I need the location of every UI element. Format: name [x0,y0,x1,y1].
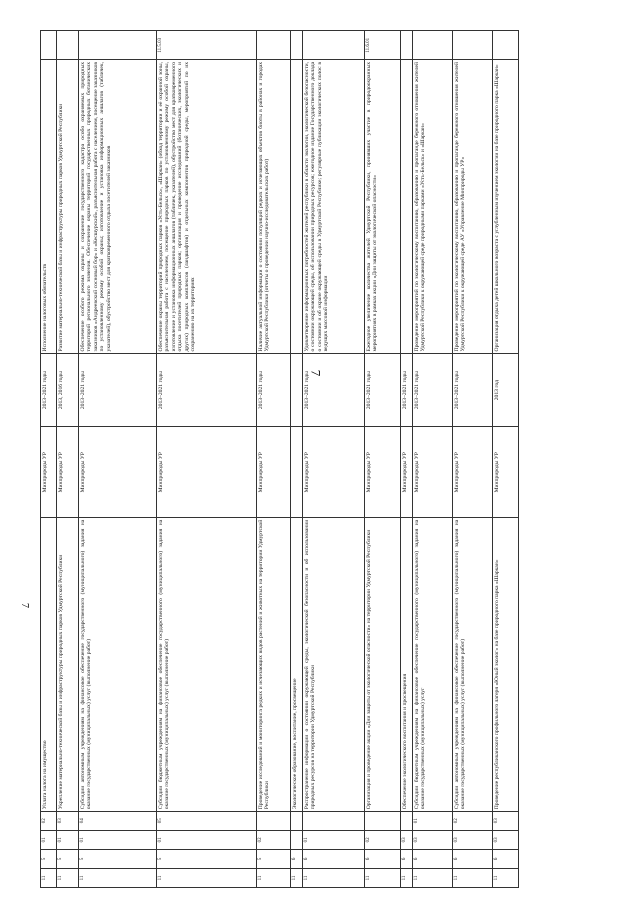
cell-c7: 2013–2021 годы [257,353,291,426]
cell-c3: 01 [157,830,257,849]
cell-c9 [57,31,79,60]
cell-c6: Минприроды УР [413,427,453,518]
cell-c4: 02 [453,811,493,830]
cell-c4: 02 [41,811,57,830]
cell-c3: 02 [257,830,291,849]
cell-c5: Проведение республиканского профильного лагеря «Юный эколог» на базе природного парка «Шаркан» [493,518,519,811]
cell-c2: 6 [291,849,303,868]
cell-c1: 11 [79,868,157,887]
cell-c2: 6 [365,849,401,868]
cell-c6: Минприроды УР [493,427,519,518]
program-activities-table [40,30,519,888]
cell-c4 [365,811,401,830]
cell-c9 [401,31,413,60]
cell-c5: Субсидии бюджетным учреждениям на финансовое обеспечение государственного (муниципального) задания на оказание государственных (муниципальных) услуг (выполнение работ) [157,518,257,811]
page-number: 7 [308,369,324,377]
cell-c4: 03 [493,811,519,830]
cell-c7: 2013–2021 годы [41,353,57,426]
cell-c1: 11 [57,868,79,887]
cell-c4 [291,811,303,830]
cell-c5: Субсидии автономным учреждениям на финансовое обеспечение государственного (муниципального) задания на оказание государственных (муниципальных) услуг (выполнение работ) [453,518,493,811]
cell-c4 [303,811,365,830]
cell-c3: 02 [365,830,401,849]
table-row [41,31,57,888]
cell-c3: 01 [41,830,57,849]
side-page-mark: 7 [19,603,30,608]
cell-c2: 5 [257,849,291,868]
cell-c9 [257,31,291,60]
cell-c6: Минприроды УР [57,427,79,518]
table-row [257,31,291,888]
cell-c9: 11.6.01 [365,31,401,60]
cell-c3: 01 [79,830,157,849]
cell-c6 [291,427,303,518]
table-row [401,31,413,888]
cell-c8: Удовлетворение информационных потребностей жителей республики в области экологии, экологической безопасности, о состоянии окружающей среды, об использовании природных ресурсов; ежегодное издание Государственного доклада о состоянии и об охране окружающей среды в Удмуртской Республике; регулярные публикации экологических полос в ведущих массовой информации [303,60,365,353]
cell-c6: Минприроды УР [365,427,401,518]
cell-c6: Минприроды УР [79,427,157,518]
cell-c7: 2013 год [493,353,519,426]
cell-c4 [257,811,291,830]
table-row [303,31,365,888]
cell-c6: Минприроды УР [401,427,413,518]
cell-c4: 03 [57,811,79,830]
cell-c8: Проведение мероприятий по экологическому воспитанию, образованию и пропаганде бережного отношения жителей Удмуртской Республики к окружающей среде АУ «Управление Минприроды УР» [453,60,493,353]
cell-c1: 11 [413,868,453,887]
cell-c1: 11 [257,868,291,887]
table-row [291,31,303,888]
cell-c1: 11 [401,868,413,887]
cell-c9 [79,31,157,60]
cell-c5: Уплата налога на имущество [41,518,57,811]
cell-c2: 5 [57,849,79,868]
cell-c1: 11 [157,868,257,887]
rotated-table-container [40,30,610,888]
cell-c6: Минприроды УР [41,427,57,518]
cell-c2: 5 [79,849,157,868]
cell-c8: Организация отдыха детей школьного возраста с углубленным изучением экологии на базе природного парка «Шаркан» [493,60,519,353]
table-row [79,31,157,888]
cell-c9 [493,31,519,60]
cell-c4: 01 [413,811,453,830]
cell-c8: Исполнение налоговых обязательств [41,60,57,353]
cell-c8 [401,60,413,353]
cell-c1: 11 [41,868,57,887]
cell-c2: 6 [303,849,365,868]
table-row [493,31,519,888]
cell-c7: 2013–2021 годы [157,353,257,426]
cell-c2: 6 [493,849,519,868]
cell-c8: Наличие актуальной информации о состоянии популяций редких и исчезающих объектов биоты в районах и городах Удмуртской Республики (отчеты о проведении научно-исследовательских работ) [257,60,291,353]
cell-c7: 2013–2021 годы [303,353,365,426]
cell-c3: 03 [493,830,519,849]
cell-c7: 2013–2021 годы [413,353,453,426]
cell-c4: 04 [79,811,157,830]
cell-c7: 2013–2021 годы [79,353,157,426]
cell-c1: 11 [453,868,493,887]
cell-c4 [401,811,413,830]
cell-c7: 2013–2021 годы [401,353,413,426]
cell-c7 [291,353,303,426]
cell-c1: 11 [303,868,365,887]
table-body [41,31,519,888]
table-row [365,31,401,888]
cell-c5: Обеспечение экологического воспитания и просвещения [401,518,413,811]
cell-c1: 11 [365,868,401,887]
cell-c8: Развитие материально-технической базы и инфраструктуры природных парков Удмуртской Республики [57,60,79,353]
cell-c8 [291,60,303,353]
cell-c9 [303,31,365,60]
cell-c9 [413,31,453,60]
table-row [57,31,79,888]
cell-c7: 2013–2021 годы [365,353,401,426]
cell-c2: 6 [453,849,493,868]
cell-c2: 6 [413,849,453,868]
cell-c6: Минприроды УР [453,427,493,518]
cell-c3 [291,830,303,849]
cell-c8: Проведение мероприятий по экологическому воспитанию, образованию и пропаганде бережного отношения жителей Удмуртской Республики к окружающей среде природными парками «Усть-Бельск» и «Шаркан» [413,60,453,353]
cell-c3: 03 [413,830,453,849]
cell-c2: 5 [157,849,257,868]
cell-c8: Обеспечение охраны территорий природных парков «Усть-Бельск», «Шаркан» (обход территории и её охранной зоны, разъяснительная работа с населением, посещение природных парков по установленному режиму особой охраны, изготовление и установка информационных аншлагов (табличек, указателей), обустройство мест для кратковременного отдыха посетителей природных парков; организация и проведение исследований (ботанических, экологических и других) природных комплексов (ландшафтов) и отдельных компонентов природной среды, мероприятий по их сохранению на их территориях [157,60,257,353]
cell-c5: Проведение исследований и мониторинга редких и исчезающих видов растений и животных на территории Удмуртской Республики [257,518,291,811]
cell-c3: 01 [57,830,79,849]
cell-c6: Минприроды УР [257,427,291,518]
cell-c9 [453,31,493,60]
cell-c6: Минприроды УР [157,427,257,518]
cell-c2: 5 [41,849,57,868]
cell-c3: 03 [401,830,413,849]
cell-c9: 11.5.03 [157,31,257,60]
cell-c9 [41,31,57,60]
cell-c5: Укрепление материально-технической базы и инфраструктуры природных парков Удмуртской Республики [57,518,79,811]
cell-c9 [291,31,303,60]
cell-c5: Субсидии автономным учреждениям на финансовое обеспечение государственного (муниципального) задания на оказание государственных (муниципальных) услуг (выполнение работ) [79,518,157,811]
cell-c5: Распространение информации о состоянии окружающей среды, экологической безопасности и об использовании природных ресурсов на территории Удмуртской Республики [303,518,365,811]
cell-c7: 2013, 2016 годы [57,353,79,426]
cell-c6: Минприроды УР [303,427,365,518]
cell-c4: 05 [157,811,257,830]
cell-c1: 11 [291,868,303,887]
cell-c3: 01 [303,830,365,849]
cell-c1: 11 [493,868,519,887]
table-row [413,31,453,888]
table-row [453,31,493,888]
cell-c8: Ежегодное увеличение количества жителей Удмуртской Республики, принявших участие в природоохранных мероприятиях в рамках акции «Дни защиты от экологической опасности» [365,60,401,353]
cell-c5: Экологическое образование, воспитание, просвещение [291,518,303,811]
cell-c5: Организация и проведение акции «Дни защиты от экологической опасности» на территории Удмуртской Республики [365,518,401,811]
cell-c7: 2013–2021 годы [453,353,493,426]
cell-c3: 03 [453,830,493,849]
cell-c5: Субсидии бюджетным учреждениям на финансовое обеспечение государственного (муниципального) задания на оказание государственных (муниципальных) услуг [413,518,453,811]
table-row [157,31,257,888]
cell-c2: 6 [401,849,413,868]
cell-c8: Обеспечение особого режима охраны и сохранение государственного кадастра особо охраняемых природных территорий регионального значения. Обеспечение охраны территорий государственных природных ботанических заказников «Андреевский сосновый бор» и «Кесшурский», разъяснительная работа с населением, посещение заказников по установленному режиму особой охраны; изготовление и установка информационных аншлагов (табличек, указателей), обустройство мест для кратковременного отдыха посетителей заказников [79,60,157,353]
